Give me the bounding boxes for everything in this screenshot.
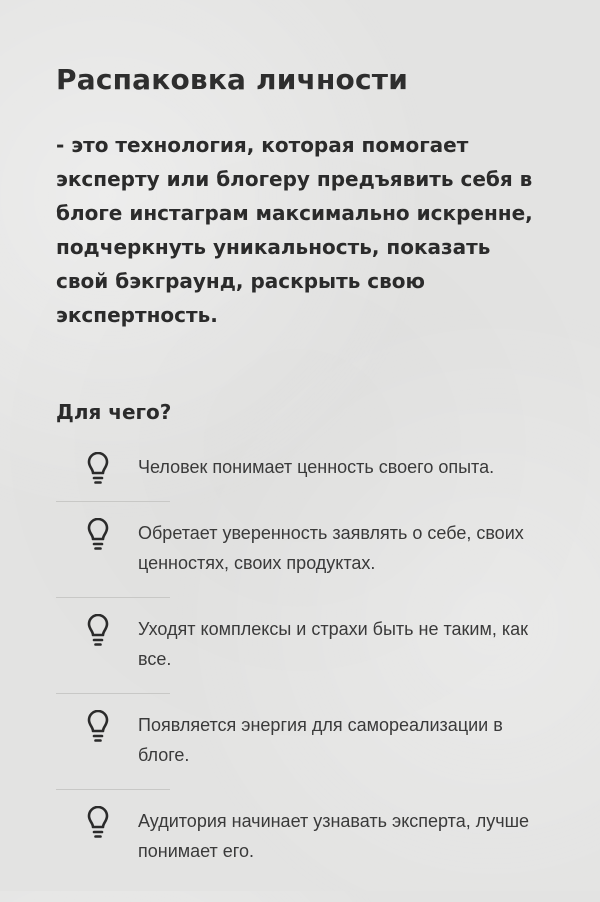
section-heading: Для чего?: [56, 400, 172, 424]
content: [56, 62, 556, 902]
list-item-text: Обретает уверенность заявлять о себе, своих ценностях, своих продуктах.: [138, 523, 524, 573]
lightbulb-icon: [86, 614, 110, 648]
list-item: [56, 710, 556, 790]
list-item: [56, 806, 556, 886]
benefits-list: [56, 452, 556, 886]
list-item: [56, 452, 556, 502]
list-item-text: Уходят комплексы и страхи быть не таким, как все.: [138, 619, 528, 669]
list-item: [56, 518, 556, 598]
list-item-text: Аудитория начинает узнавать эксперта, лучше понимает его.: [138, 811, 530, 861]
page-title: Распаковка личности: [56, 63, 409, 96]
list-item: [56, 614, 556, 694]
lightbulb-icon: [86, 710, 110, 744]
lightbulb-icon: [86, 806, 110, 840]
lightbulb-icon: [86, 518, 110, 552]
list-item-text: Появляется энергия для самореализации в блоге.: [138, 715, 503, 765]
list-item-text: Человек понимает ценность своего опыта.: [138, 457, 495, 477]
intro-text: - это технология, которая помогает эксперту или блогеру предъявить себя в блоге инстаграм максимально искренне, подчеркнуть уникальность, показать свой бэкграунд, раскрыть свою экспертность.: [56, 133, 533, 327]
lightbulb-icon: [86, 452, 110, 486]
